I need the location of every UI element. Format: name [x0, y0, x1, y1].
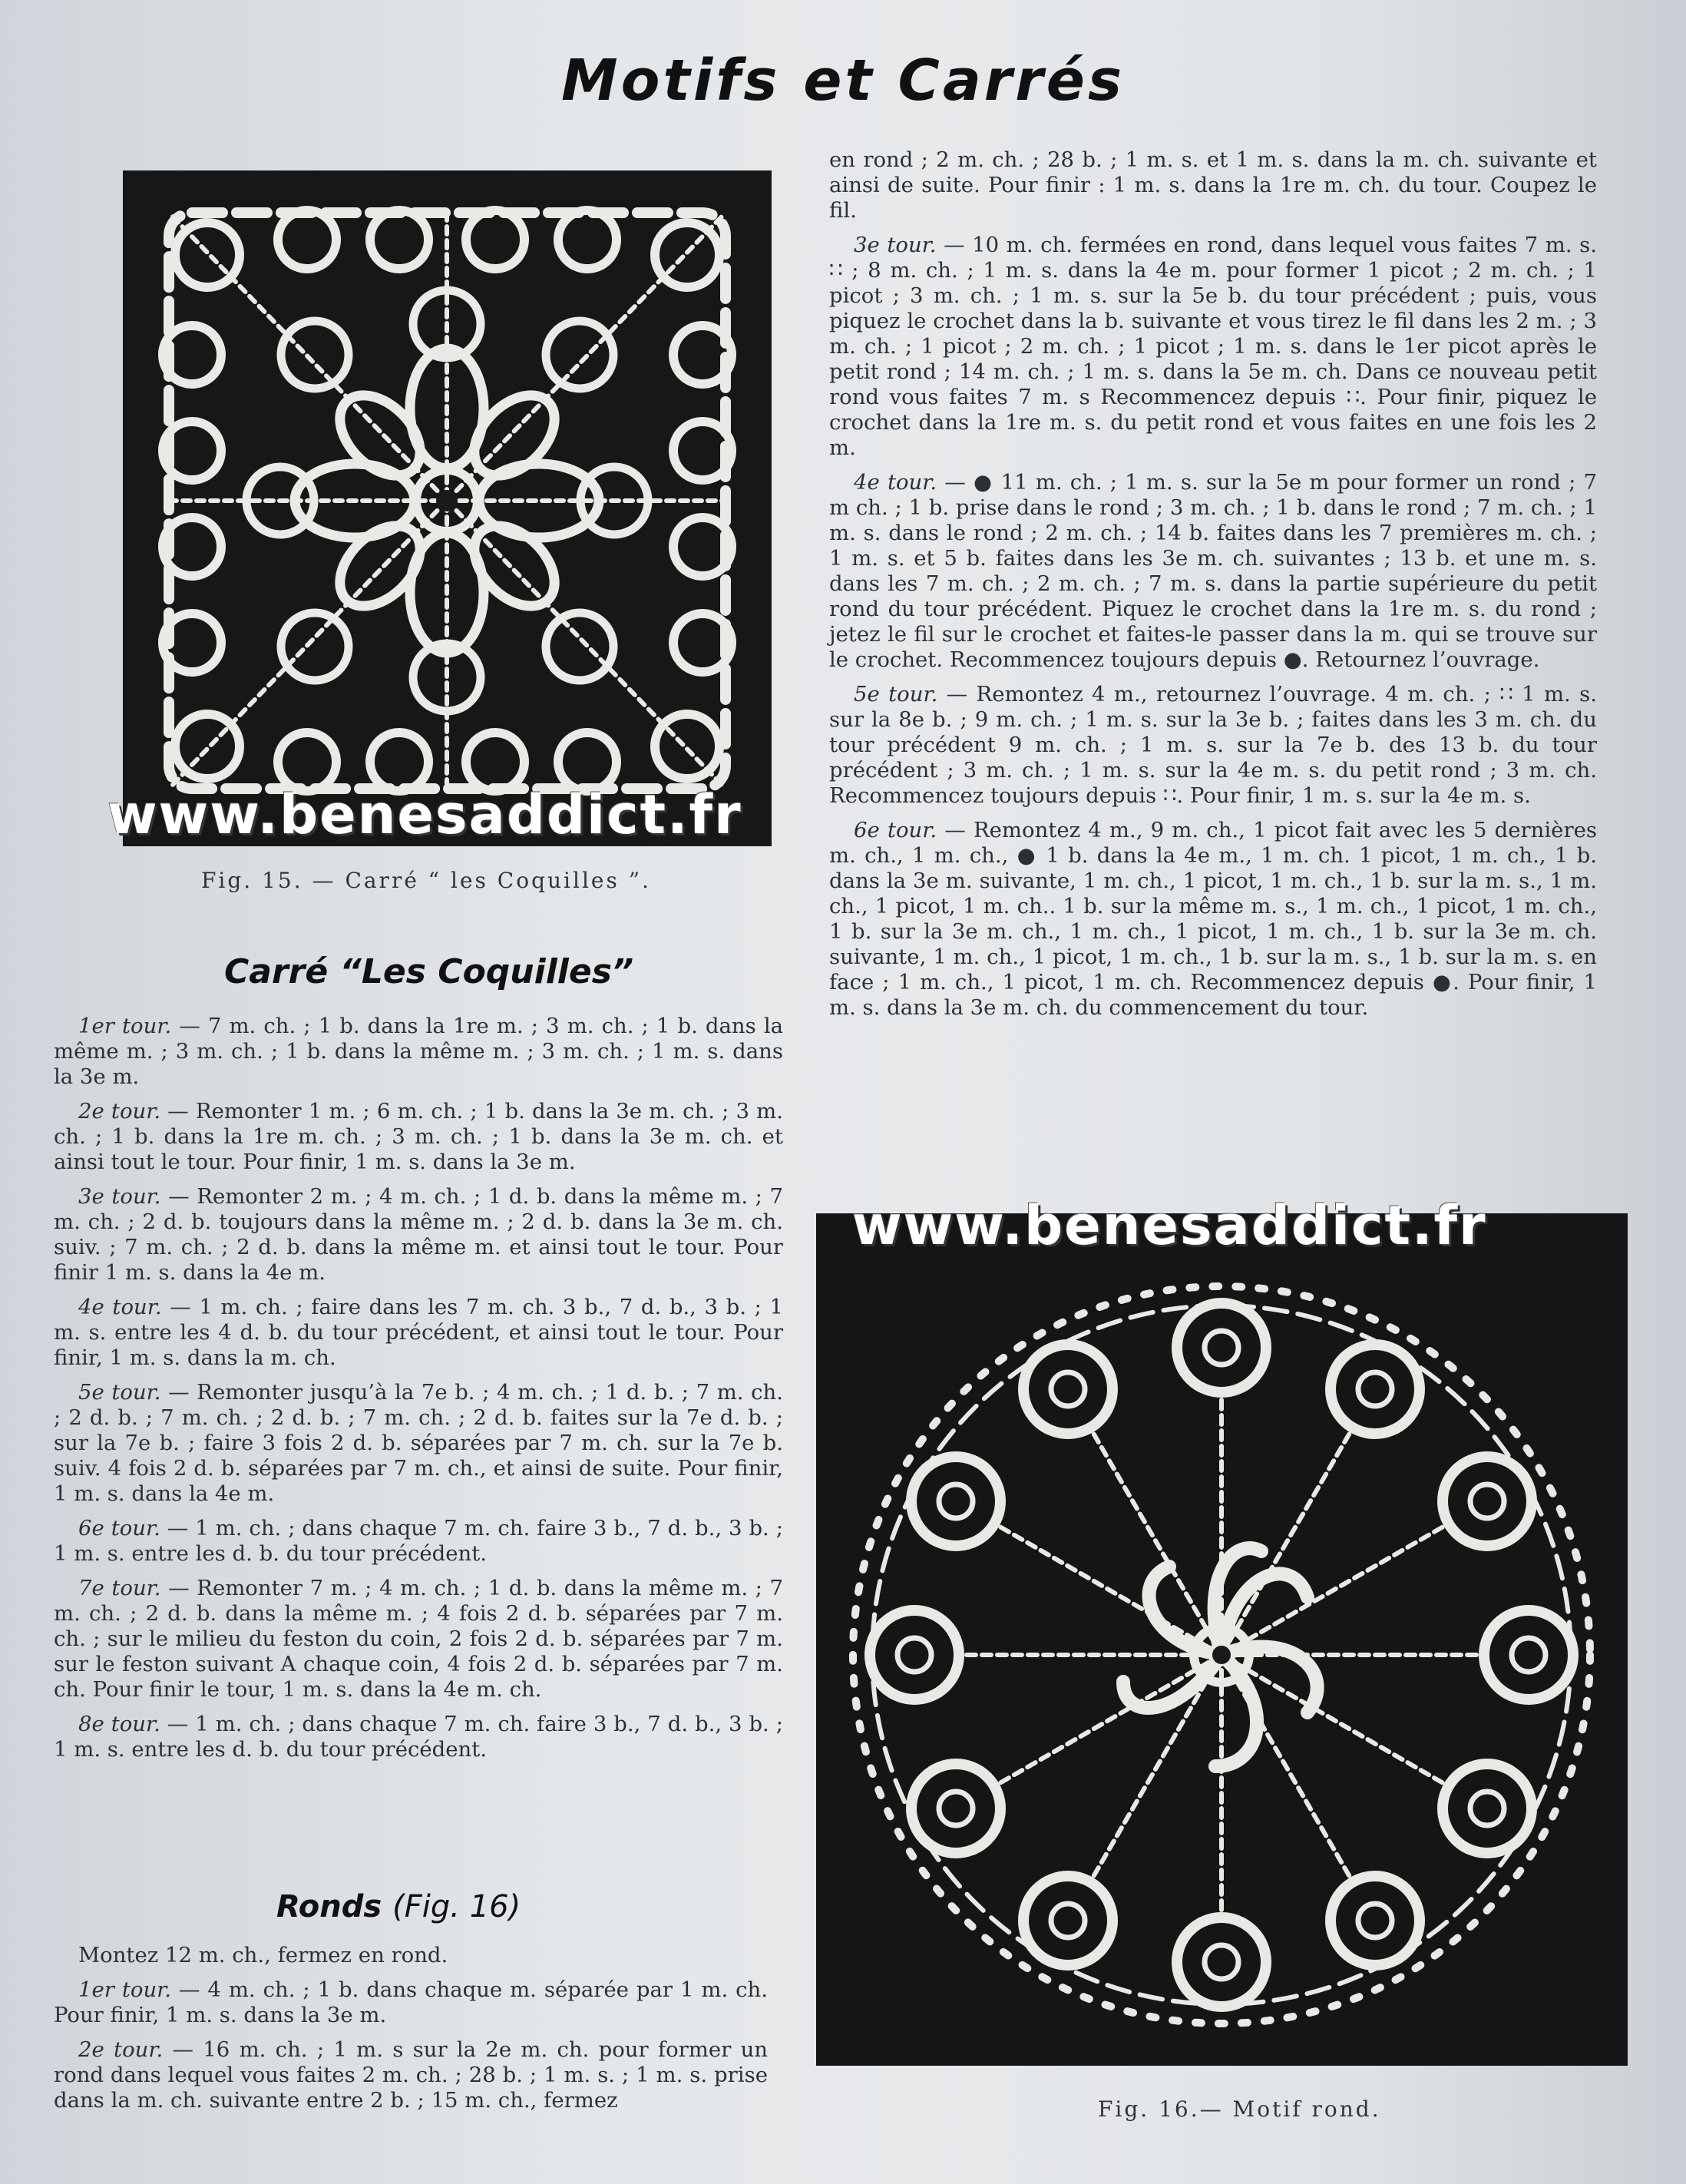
paragraph: 3e tour. — 10 m. ch. fermées en rond, dans lequel vous faites 7 m. s. ∷ ; 8 m. ch. ; 1 m. s. dans la 4e m. pour former 1 picot ; 2 m. ch. ; 1 picot ; 3 m. ch. ; 1 m. s. sur la 5e b. du tour précédent ; puis, vous piquez le crochet dans la b. suivante et vous tirez le fil dans les 2 m. ; 3 m. ch. ; 1 picot ; 2 m. ch. ; 1 picot ; 1 m. s. dans le 1er picot après le petit rond ; 14 m. ch. ; 1 m. s. dans la 5e m. ch. Dans ce nouveau petit rond vous faites 7 m. s Recommencez depuis ∷. Pour finir, piquez le crochet dans la 1re m. s. du petit rond et vous faites en une fois les 2 m.	[829, 233, 1597, 460]
ronds-title: Ronds	[276, 1889, 382, 1924]
watermark-bottom: www.benesaddict.fr	[852, 1194, 1487, 1257]
section-heading-ronds	[276, 1889, 521, 1924]
paragraph: Montez 12 m. ch., fermez en rond.	[78, 1943, 448, 1967]
watermark-top: www.benesaddict.fr	[107, 783, 742, 846]
paragraph: 7e tour. — Remonter 7 m. ; 4 m. ch. ; 1 d. b. dans la même m. ; 7 m. ch. ; 2 d. b. dans la même m. ; 4 fois 2 d. b. séparées par 7 m. ch. ; sur le milieu du feston du coin, 2 fois 2 d. b. séparées par 7 m. sur le feston suivant A chaque coin, 4 fois 2 d. b. séparées par 7 m. ch. Pour finir le tour, 1 m. s. dans la 4e m. ch.	[54, 1576, 784, 1702]
figure-16-photo	[816, 1213, 1628, 2066]
section-heading-coquilles	[224, 952, 633, 991]
paragraph: 4e tour. — ● 11 m. ch. ; 1 m. s. sur la 5e m pour former un rond ; 7 m ch. ; 1 b. prise dans le rond ; 3 m. ch. ; 1 b. dans le rond ; 7 m. ch. ; 1 m. s. dans le rond ; 2 m. ch. ; 14 b. faites dans les 7 premières m. ch. ; 1 m. s. et 5 b. faites dans les 3e m. ch. suivantes ; 13 b. et une m. s. dans les 7 m. ch. ; 2 m. ch. ; 7 m. s. dans la partie supérieure du petit rond du tour précédent. Piquez le crochet dans la 1re m. s. du rond ; jetez le fil sur le crochet et faites-le passer dans la m. qui se trouve sur le crochet. Recommencez toujours depuis ●. Retournez l’ouvrage.	[829, 470, 1597, 672]
paragraph: en rond ; 2 m. ch. ; 28 b. ; 1 m. s. et 1 m. s. dans la m. ch. suivante et ainsi de suite. Pour finir : 1 m. s. dans la 1re m. ch. du tour. Coupez le fil.	[829, 147, 1597, 223]
paragraph: 6e tour. — 1 m. ch. ; dans chaque 7 m. ch. faire 3 b., 7 d. b., 3 b. ; 1 m. s. entre les d. b. du tour précédent.	[54, 1516, 783, 1566]
square-lace-illustration	[123, 170, 772, 846]
paragraph: 5e tour. — Remonter jusqu’à la 7e b. ; 4 m. ch. ; 1 d. b. ; 7 m. ch. ; 2 d. b. ; 7 m. ch. ; 2 d. b. ; 7 m. ch. ; 2 d. b. faites sur la 7e d. b. ; sur la 7e b. ; faire 3 fois 2 d. b. séparées par 7 m. ch. sur la 7e b. suiv. 4 fois 2 d. b. séparées par 7 m. ch., et ainsi de suite. Pour finir, 1 m. s. dans la 4e m.	[54, 1380, 783, 1506]
paragraph: 2e tour. — Remonter 1 m. ; 6 m. ch. ; 1 b. dans la 3e m. ch. ; 3 m. ch. ; 1 b. dans la 1re m. ch. ; 3 m. ch. ; 1 b. dans la 3e m. ch. et ainsi tout le tour. Pour finir, 1 m. s. dans la 3e m.	[54, 1099, 783, 1174]
figure-15-caption: Fig. 15. — Carré “ les Coquilles ”.	[201, 868, 651, 893]
ronds-fig-ref: (Fig. 16)	[392, 1889, 521, 1924]
paragraph: 4e tour. — 1 m. ch. ; faire dans les 7 m. ch. 3 b., 7 d. b., 3 b. ; 1 m. s. entre les 4 d. b. du tour précédent, et ainsi tout le tour. Pour finir, 1 m. s. dans la m. ch.	[54, 1295, 783, 1370]
paragraph: 5e tour. — Remontez 4 m., retournez l’ouvrage. 4 m. ch. ; ∷ 1 m. s. sur la 8e b. ; 9 m. ch. ; 1 m. s. sur la 3e b. ; faites dans les 3 m. ch. du tour précédent 9 m. ch. ; 1 m. s. sur la 7e b. des 13 b. du tour précédent ; 3 m. ch. ; 1 m. s. sur la 4e m. s. du petit rond ; 3 m. ch. Recommencez toujours depuis ∷. Pour finir, 1 m. s. sur la 4e m. s.	[829, 682, 1597, 808]
left-column-ronds-text	[54, 1943, 768, 2123]
paragraph: 8e tour. — 1 m. ch. ; dans chaque 7 m. ch. faire 3 b., 7 d. b., 3 b. ; 1 m. s. entre les d. b. du tour précédent.	[54, 1712, 783, 1762]
paragraph: 3e tour. — Remonter 2 m. ; 4 m. ch. ; 1 d. b. dans la même m. ; 7 m. ch. ; 2 d. b. toujours dans la même m. ; 2 d. b. dans la 3e m. ch. suiv. ; 7 m. ch. ; 2 d. b. dans la même m. et ainsi tout le tour. Pour finir 1 m. s. dans la 4e m.	[54, 1184, 784, 1285]
paragraph: 1er tour. — 4 m. ch. ; 1 b. dans chaque m. séparée par 1 m. ch. Pour finir, 1 m. s. dans la 3e m.	[54, 1977, 769, 2027]
paragraph: 1er tour. — 7 m. ch. ; 1 b. dans la 1re m. ; 3 m. ch. ; 1 b. dans la même m. ; 3 m. ch. ; 1 b. dans la même m. ; 3 m. ch. ; 1 m. s. dans la 3e m.	[54, 1014, 784, 1089]
heading-prefix: Carré	[224, 952, 340, 991]
paragraph: 6e tour. — Remontez 4 m., 9 m. ch., 1 picot fait avec les 5 dernières m. ch., 1 m. ch., ● 1 b. dans la 4e m., 1 m. ch. 1 picot, 1 m. ch., 1 b. dans la 3e m. suivante, 1 m. ch., 1 picot, 1 m. ch., 1 b. sur la m. s., 1 m. ch., 1 picot, 1 m. ch.. 1 b. sur la même m. s., 1 m. ch., 1 picot, 1 m. ch., 1 b. sur la 3e m. ch., 1 m. ch., 1 picot, 1 m. ch., 1 b. sur la 3e m. ch. suivante, 1 m. ch., 1 picot, 1 m. ch., 1 b. sur la m. s., 1 b. sur la m. s. en face ; 1 m. ch., 1 picot, 1 m. ch. Recommencez depuis ●. Pour finir, 1 m. s. dans la 3e m. ch. du commencement du tour.	[829, 818, 1597, 1020]
right-column-text	[829, 147, 1597, 1030]
paragraph: 2e tour. — 16 m. ch. ; 1 m. s sur la 2e m. ch. pour former un rond dans lequel vous faites 2 m. ch. ; 28 b. ; 1 m. s. ; 1 m. s. prise dans la m. ch. suivante entre 2 b. ; 15 m. ch., fermez	[54, 2037, 769, 2113]
page-title: Motifs et Carrés	[560, 48, 1125, 114]
heading-name: “Les Coquilles”	[339, 952, 634, 991]
figure-15-photo	[123, 170, 772, 846]
round-lace-illustration	[816, 1213, 1628, 2066]
figure-16-caption: Fig. 16.— Motif rond.	[1098, 2096, 1381, 2122]
left-column-text	[54, 1014, 783, 1772]
